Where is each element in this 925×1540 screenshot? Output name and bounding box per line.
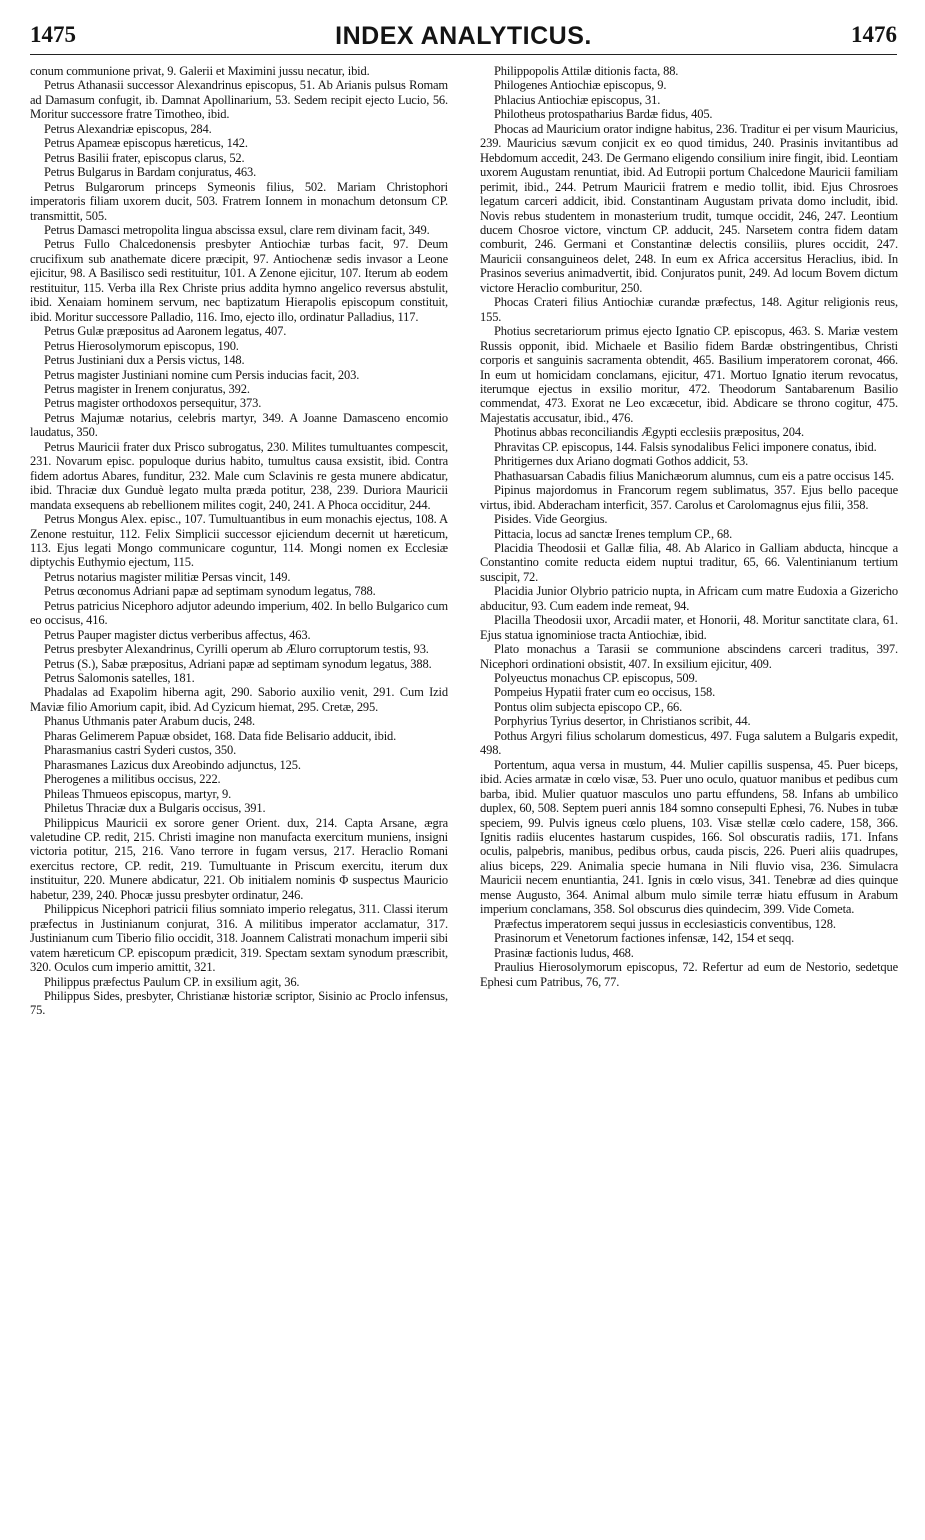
index-entry: Phathasuarsan Cabadis filius Manichæorum alumnus, cum eis a patre occisus 145. — [494, 468, 895, 483]
index-entry: Portentum, aqua versa in mustum, 44. Mulier capillis suspensa, 45. Puer biceps, ibid. Acies armatæ in cœlo visæ, 53. Puer uno oculo, quatuor manibus et pedibus cum barba, ibid. Mulier quatuor masculos uno partu effundens, 58. Infans ab umbilico duplex, 60, 508. Septem pueri annis 184 somno consepulti Ephesi, 76. Nubes in tubæ speciem, 99. Pulvis igneus cœlo pluens, 103. Visæ stellæ cœlo cadere, 158, 366. Ignitis radiis elucentes hastarum cuspides, 166. Sol obscuratis radiis, 171. Infans oculis, palpebris, manibus, pedibus orbus, cauda piscis, 226. Pueri aliis quadrupes, alius biceps, 229. Animalia specie humana in Nili fluvio visa, 236. Simulacra Mauricii necem enuntiantia, 241. Ignis in cœlo visus, 341. Tenebræ ad dies quinque mense Augusto, 364. Animal album mulo simile terræ hiatu effusum in Arabum imperium conclamans, 358. Sol obscurus dies quindecim, 399. Vide Cometa. — [480, 757, 898, 917]
index-entry: Petrus Apameæ episcopus hæreticus, 142. — [44, 136, 248, 151]
index-entry: conum communione privat, 9. Galerii et Maximini jussu necatur, ibid. — [30, 64, 370, 78]
index-entry: Pipinus majordomus in Francorum regem sublimatus, 357. Ejus bello paceque virtus, ibid. Abderacham interficit, 357. Carolus et Carolomagnus ejus filii, 358. — [480, 483, 898, 512]
index-entry: Photinus abbas reconciliandis Ægypti ecclesiis præpositus, 204. — [494, 425, 804, 440]
index-entry: Pontus olim subjecta episcopo CP., 66. — [494, 699, 683, 714]
index-entry: Philippicus Mauricii ex sorore gener Orient. dux, 214. Capta Arsane, ægra valetudine CP. redit, 215. Christi imagine non manufacta exercitum muniens, insigni victoria potitur, 215, 216. Vano terrore in fugam versus, 217. Heraclio Romani exercitus rectore, CP. redit, 219. Tumultuante in Priscum exercitu, iterum dux instituitur, 220. Munere abdicatur, 221. Ob initialem nominis Φ suspectus Mauricio habetur, 239, 240. Phocæ jussu presbyter ordinatur, 246. — [30, 815, 448, 902]
index-entry: Philotheus protospatharius Bardæ fidus, 405. — [494, 107, 713, 122]
index-entry: Pharasmanes Lazicus dux Areobindo adjunctus, 125. — [44, 757, 301, 772]
index-entry: Phocas Crateri filius Antiochiæ curandæ præfectus, 148. Agitur religionis reus, 155. — [480, 295, 898, 324]
index-entry: Pharasmanius castri Syderi custos, 350. — [44, 743, 237, 758]
page-number-left: 1475 — [30, 22, 76, 47]
index-entry: Phileas Thmueos episcopus, martyr, 9. — [44, 786, 232, 801]
index-entry: Photius secretariorum primus ejecto Ignatio CP. episcopus, 463. S. Mariæ vestem Russis opponit, ibid. Michaele et Basilio fidem Bardæ obstringentibus, Christi corporis et sanguinis sacramenta obtendit, 465. Basilium imperatorem coronat, 466. In eum ut homicidam conclamans, ejicitur, 471. Mortuo Ignatio iterum revocatus, iterumque ejectus in exsilio moritur, 472. Theodorum Santabarenum Basilio commendat, 473. Exorat ne Leo excæcetur, ibid. Abdicare se throno cogitur, 475. Majestatis accusatur, ibid., 476. — [480, 324, 898, 425]
index-entry: Petrus Basilii frater, episcopus clarus, 52. — [44, 150, 245, 165]
index-entry: Petrus Mongus Alex. episc., 107. Tumultuantibus in eum monachis ejectus, 108. A Zenone restuitur, 112. Felix Simplicii successor ejiciendum decernit ut hæreticum, 113. Ejus legati Mongo communicare coguntur, 114. Mongi nomen ex Ecclesiæ diptychis Euthymio ejectum, 115. — [30, 512, 448, 570]
index-entry: Petrus Damasci metropolita lingua abscissa exsul, clare rem divinam facit, 349. — [44, 222, 430, 237]
index-entry: Pharas Gelimerem Papuæ obsidet, 168. Data fide Belisario adducit, ibid. — [44, 728, 397, 743]
index-entry: Petrus Fullo Chalcedonensis presbyter Antiochiæ turbas facit, 97. Deum crucifixum sub anathemate dicere præcipit, 97. Antiochenæ sedis invasor a Leone ejicitur, 98. A Basilisco sedi restituitur, 101. A Zenone ejicitur, 107. Iterum ab eodem restituitur, 115. Verba illa Rex Christe prius addita hymno angelico reversus abstulit, ibid. Xenaiam hominem servum, nec baptizatum Hierapolis episcopum constituit, ibid. Moritur successore Palladio, 116. Imo, ejecto illo, ordinatur Palladius, 117. — [30, 237, 448, 324]
index-entry: Philogenes Antiochiæ episcopus, 9. — [494, 78, 667, 93]
index-entry: Petrus Majumæ notarius, celebris martyr, 349. A Joanne Damasceno encomio laudatus, 350. — [30, 410, 448, 440]
running-title: INDEX ANALYTICUS. — [335, 22, 592, 50]
index-entry: Pompeius Hypatii frater cum eo occisus, 158. — [494, 685, 716, 700]
index-entry: Petrus presbyter Alexandrinus, Cyrilli operum ab Æluro corruptorum testis, 93. — [44, 642, 429, 657]
index-entry: Pisides. Vide Georgius. — [494, 512, 608, 527]
index-entry: Petrus Salomonis satelles, 181. — [44, 671, 195, 686]
index-entry: Phlacius Antiochiæ episcopus, 31. — [494, 92, 661, 107]
index-entry: Petrus Bulgarus in Bardam conjuratus, 463. — [44, 165, 257, 180]
index-entry: Philetus Thraciæ dux a Bulgaris occisus, 391. — [44, 801, 266, 816]
right-column — [480, 64, 898, 1534]
index-entry: Polyeuctus monachus CP. episcopus, 509. — [494, 671, 698, 686]
index-entry: Pothus Argyri filius scholarum domesticus, 497. Fuga salutem a Bulgaris expedit, 498. — [480, 728, 898, 758]
index-entry: Phocas ad Mauricium orator indigne habitus, 236. Traditur ei per visum Mauricius, 239. Mauricius sævum conjicit ex eo quod timidus, 240. Prasinis invitantibus ad Hebdomum accedit, 243. De Germano eligendo consilium inire fingit, ibid. Leontiam uxorem Augustam renuntiat, ibid. Ad Eutropii portum Chalcedone Mauricii familiam perimit, ibid., 244. Petrum Mauricii fratrem e medio tollit, ibid. Ejus Chrosroes legatum carceri addicit, ibid. Constantinam Augustam privata domo includit, ibid. Novis rebus studentem in monasterium trudit, tumque occidit, 246, 247. Leontium ducem Chosroe victore, vinctum CP. adducit, 245. Narsetem contra fidem datam comburit, 246. Germani et Constantinæ delectis consiliis, plures occidit, 247. Mauricii consanguineos delet, 248. In eum ex Africa accersitus Heraclius, ibid. In Prasinos severius animadvertit, ibid. Conjuratos punit, 249. Ad locum Bovem dictum victore Heraclio comburitur, 250. — [480, 121, 898, 295]
index-entry: Petrus (S.), Sabæ præpositus, Adriani papæ ad septimam synodum legatus, 388. — [44, 656, 432, 671]
index-entry: Petrus Hierosolymorum episcopus, 190. — [44, 338, 239, 353]
index-entry: Pherogenes a militibus occisus, 222. — [44, 772, 221, 787]
index-entry: Præfectus imperatorem sequi jussus in ecclesiasticis conventibus, 128. — [494, 916, 836, 931]
index-entry: Prasinæ factionis ludus, 468. — [494, 945, 634, 960]
index-entry: Petrus Gulæ præpositus ad Aaronem legatus, 407. — [44, 324, 287, 339]
index-entry: Pittacia, locus ad sanctæ Irenes templum CP., 68. — [494, 526, 733, 541]
index-entry: Petrus œconomus Adriani papæ ad septimam synodum legatus, 788. — [44, 584, 376, 599]
index-entry: Philippus præfectus Paulum CP. in exsilium agit, 36. — [44, 974, 300, 989]
index-entry: Placilla Theodosii uxor, Arcadii mater, et Honorii, 48. Moritur sanctitate clara, 61. Ejus statua ignominiose tracta Antiochiæ, ibid. — [480, 613, 898, 642]
left-column — [30, 64, 448, 1534]
index-entry: Petrus Alexandriæ episcopus, 284. — [44, 121, 212, 136]
index-entry: Placidia Theodosii et Gallæ filia, 48. Ab Alarico in Galliam abducta, hincque a Constantino comite reducta eidem nuptui traditur, 65, 66. Valentinianum tertium suscipit, 72. — [480, 540, 898, 584]
index-entry: Placidia Junior Olybrio patricio nupta, in Africam cum matre Eudoxia a Gizericho abducitur, 93. Cum eadem inde remeat, 94. — [480, 584, 898, 613]
index-entry: Petrus magister in Irenem conjuratus, 392. — [44, 381, 250, 396]
index-entry: Phravitas CP. episcopus, 144. Falsis synodalibus Felici imponere conatus, ibid. — [494, 439, 877, 454]
index-entry: Petrus Mauricii frater dux Prisco subrogatus, 230. Milites tumultuantes compescit, 231. Novarum episc. populoque durius habito, tumultus causa exsistit, ibid. Contra fidem adortus Abares, funditur, 232. Male cum Sclavinis re gesta munere abdicatur, ibid. Thraciæ dux Gunduè legato multa præda potitur, 238, 239. Duriora Mauricii mandata exsequens ab rebellionem milites cogit, 240, 241. A Phoca occiditur, 244. — [30, 439, 448, 512]
index-entry: Philippicus Nicephori patricii filius somniato imperio relegatus, 311. Classi iterum præfectus in Justinianum conjurat, 316. A militibus imperator acclamatur, 317. Justinianum cum Tiberio filio occidit, 318. Joannem Calistrati monachum imperii sibi vatem hæreticum CP. episcopum prædicit, 319. Spectam sextam synodum præscribit, 320. Oculos cum imperio amittit, 321. — [30, 902, 448, 975]
index-entry: Porphyrius Tyrius desertor, in Christianos scribit, 44. — [494, 714, 751, 729]
index-entry: Philippus Sides, presbyter, Christianæ historiæ scriptor, Sisinio ac Proclo infensus, 75. — [30, 989, 448, 1018]
index-entry: Petrus notarius magister militiæ Persas vincit, 149. — [44, 569, 291, 584]
index-entry: Prasinorum et Venetorum factiones infensæ, 142, 154 et seqq. — [494, 931, 795, 946]
index-entry: Praulius Hierosolymorum episcopus, 72. Refertur ad eum de Nestorio, sedetque Ephesi cum Patribus, 76, 77. — [480, 960, 898, 989]
index-entry: Petrus Justiniani dux a Persis victus, 148. — [44, 353, 245, 368]
page-header — [30, 20, 897, 55]
index-entry: Phritigernes dux Ariano dogmati Gothos addicit, 53. — [494, 454, 749, 469]
index-entry: Phanus Uthmanis pater Arabum ducis, 248. — [44, 714, 255, 729]
index-entry: Petrus Bulgarorum princeps Symeonis filius, 502. Mariam Christophori imperatoris filiam uxorem ducit, 503. Fratrem Ionnem in monachum detonsum CP. transmittit, 505. — [30, 179, 448, 223]
index-entry: Philippopolis Attilæ ditionis facta, 88. — [494, 64, 679, 78]
index-entry: Petrus magister Justiniani nomine cum Persis inducias facit, 203. — [44, 367, 360, 382]
index-entry: Phadalas ad Exapolim hiberna agit, 290. Saborio auxilio venit, 291. Cum Izid Maviæ filio Amorium capit, ibid. Ad Cyzicum hiemat, 295. Cretæ, 295. — [30, 685, 448, 714]
page-number-right: 1476 — [851, 22, 897, 47]
index-entry: Petrus magister orthodoxos persequitur, 373. — [44, 396, 262, 411]
index-entry: Plato monachus a Tarasii se communione abscindens carceri traditus, 397. Nicephori ordinationi obsistit, 407. In exsilium ejicitur, 409. — [480, 642, 898, 671]
index-entry: Petrus patricius Nicephoro adjutor adeundo imperium, 402. In bello Bulgarico cum eo occisus, 416. — [30, 598, 448, 628]
index-entry: Petrus Pauper magister dictus verberibus affectus, 463. — [44, 627, 311, 642]
index-entry: Petrus Athanasii successor Alexandrinus episcopus, 51. Ab Arianis pulsus Romam ad Damasum confugit, ib. Damnat Apollinarium, 53. Sedem recipit ejecto Lucio, 56. Moritur successore fratre Timotheo, ibid. — [30, 78, 448, 122]
